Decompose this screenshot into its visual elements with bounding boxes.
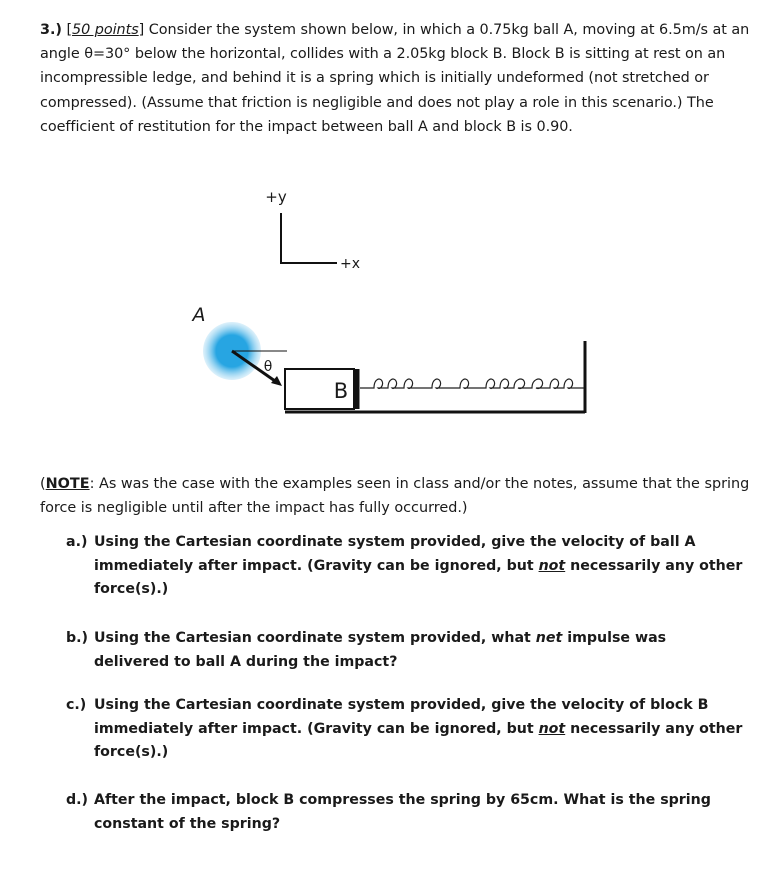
question-c bbox=[66, 694, 746, 765]
angle-label: θ bbox=[263, 359, 273, 375]
points-close-bracket: ] bbox=[138, 22, 145, 38]
question-text-part: Using the Cartesian coordinate system provided, what bbox=[94, 630, 536, 646]
points-open-bracket: [ bbox=[66, 22, 73, 38]
question-text-part: Using the Cartesian coordinate system provided, give the velocity of block B immediately after impact. (Gravity can be ignored, but bbox=[94, 697, 709, 737]
question-letter: a.) bbox=[66, 534, 88, 550]
question-emphasis: net bbox=[535, 630, 563, 646]
note-open-paren: ( bbox=[40, 476, 46, 492]
question-text-part: necessarily any other force(s).) bbox=[94, 720, 743, 761]
note-paragraph bbox=[40, 472, 755, 520]
question-letter: d.) bbox=[66, 792, 89, 808]
x-axis-label: +x bbox=[340, 256, 361, 272]
problem-text: Consider the system shown below, in which a 0.75kg ball A, moving at 6.5m/s at an angle θ=30° below the horizontal, collides with a 2.05kg block B. Block B is sitting at rest on an incompressible ledge, and behind it is a spring which is initially undeformed (not stretched or compressed). (Assume that friction is negligible and does not play a role in this scenario.) The coefficient of restitution for the impact between ball A and block B is 0.90. bbox=[40, 22, 750, 135]
ball-label: A bbox=[192, 304, 206, 326]
block-label: B bbox=[333, 379, 349, 403]
question-letter: b.) bbox=[66, 630, 89, 646]
problem-number: 3.) bbox=[40, 22, 62, 38]
question-text-part: necessarily any other force(s).) bbox=[94, 557, 743, 598]
question-letter: c.) bbox=[66, 697, 87, 713]
question-text bbox=[94, 694, 746, 765]
question-text bbox=[94, 627, 746, 674]
question-d bbox=[66, 789, 746, 836]
question-text-part: impulse was delivered to ball A during the impact? bbox=[94, 630, 667, 670]
question-a bbox=[66, 531, 746, 602]
question-text-part: Using the Cartesian coordinate system provided, give the velocity of ball A immediately after impact. (Gravity can be ignored, but bbox=[94, 534, 696, 574]
points-value: 50 points bbox=[72, 22, 139, 38]
spring bbox=[360, 379, 584, 388]
question-text bbox=[94, 531, 746, 602]
question-text: After the impact, block B compresses the spring by 65cm. What is the spring constant of the spring? bbox=[94, 792, 711, 832]
note-text: : As was the case with the examples seen in class and/or the notes, assume that the spring force is negligible until after the impact has fully occurred.) bbox=[40, 476, 750, 517]
question-emphasis: not bbox=[538, 557, 566, 574]
question-emphasis: not bbox=[538, 720, 566, 737]
question-b bbox=[66, 627, 746, 674]
note-label: NOTE bbox=[45, 476, 90, 492]
y-axis-label: +y bbox=[265, 188, 287, 206]
